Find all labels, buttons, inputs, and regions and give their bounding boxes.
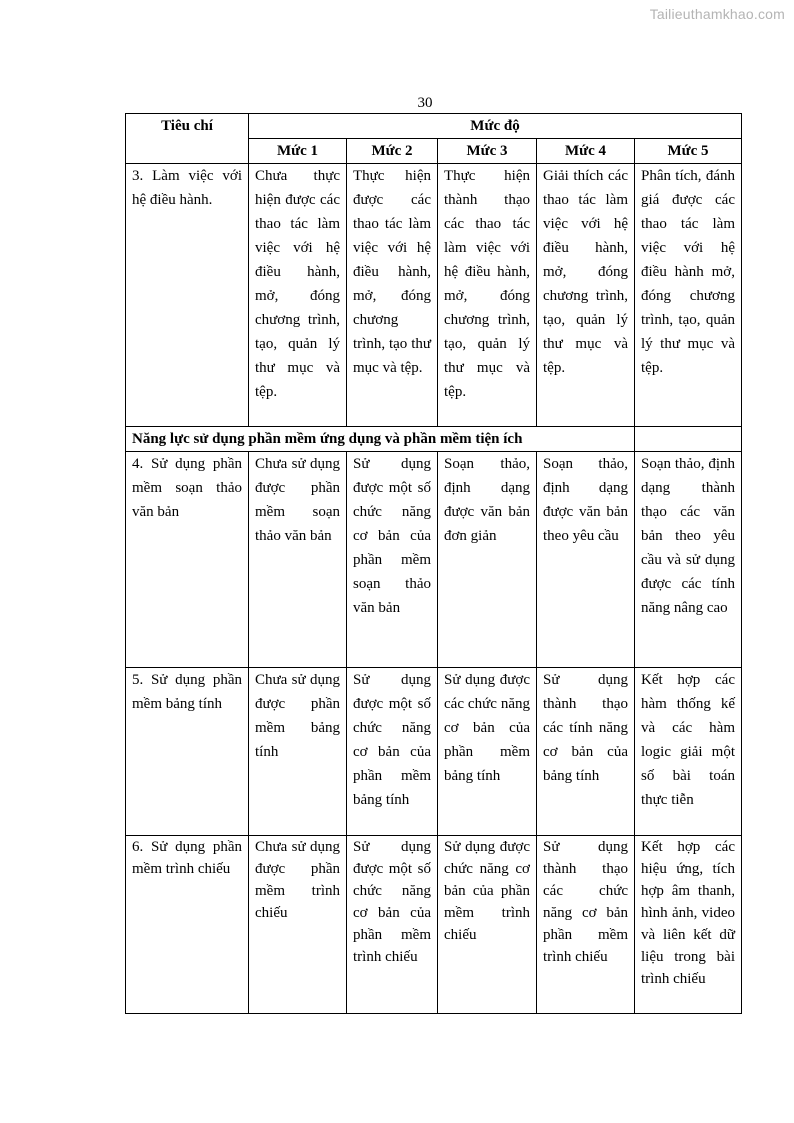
- page-number: 30: [417, 95, 433, 111]
- level-cell: Sử dụng thành thạo các chức năng cơ bản phần mềm trình chiếu: [537, 836, 635, 1014]
- header-row: [126, 114, 742, 139]
- level-cell: Sử dụng thành thạo các tính năng cơ bản của bảng tính: [537, 668, 635, 836]
- level-cell: Sử dụng được một số chức năng cơ bản của phần mềm soạn thảo văn bản: [347, 452, 438, 668]
- level-cell: Soạn thảo, định dạng được văn bản theo yêu cầu: [537, 452, 635, 668]
- level-header: Mức 3: [438, 139, 537, 164]
- level-cell: Kết hợp các hàm thống kế và các hàm logic giải một số bài toán thực tiễn: [635, 668, 742, 836]
- table-row: [126, 452, 742, 668]
- level-cell: Chưa sử dụng được phần mềm trình chiếu: [249, 836, 347, 1014]
- level-header: Mức 4: [537, 139, 635, 164]
- level-header: Mức 5: [635, 139, 742, 164]
- level-cell: Soạn thảo, định dạng được văn bản đơn giản: [438, 452, 537, 668]
- level-header: Mức 2: [347, 139, 438, 164]
- level-cell: Thực hiện thành thạo các thao tác làm việc với hệ điều hành, mở, đóng chương trình, tạo, quản lý thư mục và tệp.: [438, 164, 537, 427]
- header-level: Mức độ: [249, 114, 742, 139]
- level-cell: Sử dụng được các chức năng cơ bản của phần mềm bảng tính: [438, 668, 537, 836]
- level-cell: Sử dụng được chức năng cơ bản của phần mềm trình chiếu: [438, 836, 537, 1014]
- section-row: [126, 427, 742, 452]
- level-cell: Giải thích các thao tác làm việc với hệ điều hành, mở, đóng chương trình, tạo, quản lý thư mục và tệp.: [537, 164, 635, 427]
- level-cell: Phân tích, đánh giá được các thao tác làm việc với hệ điều hành mở, đóng chương trình, tạo, quản lý thư mục và tệp.: [635, 164, 742, 427]
- criterion-cell: 3. Làm việc với hệ điều hành.: [126, 164, 249, 427]
- level-cell: Soạn thảo, định dạng thành thạo các văn bản theo yêu cầu và sử dụng được các tính năng nâng cao: [635, 452, 742, 668]
- level-cell: Chưa thực hiện được các thao tác làm việc với hệ điều hành, mở, đóng chương trình, tạo, quản lý thư mục và tệp.: [249, 164, 347, 427]
- level-cell: Thực hiện được các thao tác làm việc với hệ điều hành, mở, đóng chương trình, tạo thư mục và tệp.: [347, 164, 438, 427]
- level-cell: Sử dụng được một số chức năng cơ bản của phần mềm bảng tính: [347, 668, 438, 836]
- criterion-cell: 4. Sử dụng phần mềm soạn thảo văn bản: [126, 452, 249, 668]
- watermark: Tailieuthamkhao.com: [649, 6, 785, 22]
- table-row: [126, 164, 742, 427]
- header-criteria: Tiêu chí: [126, 114, 249, 164]
- level-cell: Chưa sử dụng được phần mềm soạn thảo văn bản: [249, 452, 347, 668]
- section-title: Năng lực sử dụng phần mềm ứng dụng và phần mềm tiện ích: [126, 427, 635, 452]
- level-header: Mức 1: [249, 139, 347, 164]
- level-cell: Kết hợp các hiệu ứng, tích hợp âm thanh, hình ảnh, video và liên kết dữ liệu trong bài trình chiếu: [635, 836, 742, 1014]
- criterion-cell: 5. Sử dụng phần mềm bảng tính: [126, 668, 249, 836]
- level-cell: Sử dụng được một số chức năng cơ bản của phần mềm trình chiếu: [347, 836, 438, 1014]
- section-empty-cell: [635, 427, 742, 452]
- criterion-cell: 6. Sử dụng phần mềm trình chiếu: [126, 836, 249, 1014]
- criteria-table: [125, 113, 742, 1014]
- level-cell: Chưa sử dụng được phần mềm bảng tính: [249, 668, 347, 836]
- table-row: [126, 668, 742, 836]
- table-row: [126, 836, 742, 1014]
